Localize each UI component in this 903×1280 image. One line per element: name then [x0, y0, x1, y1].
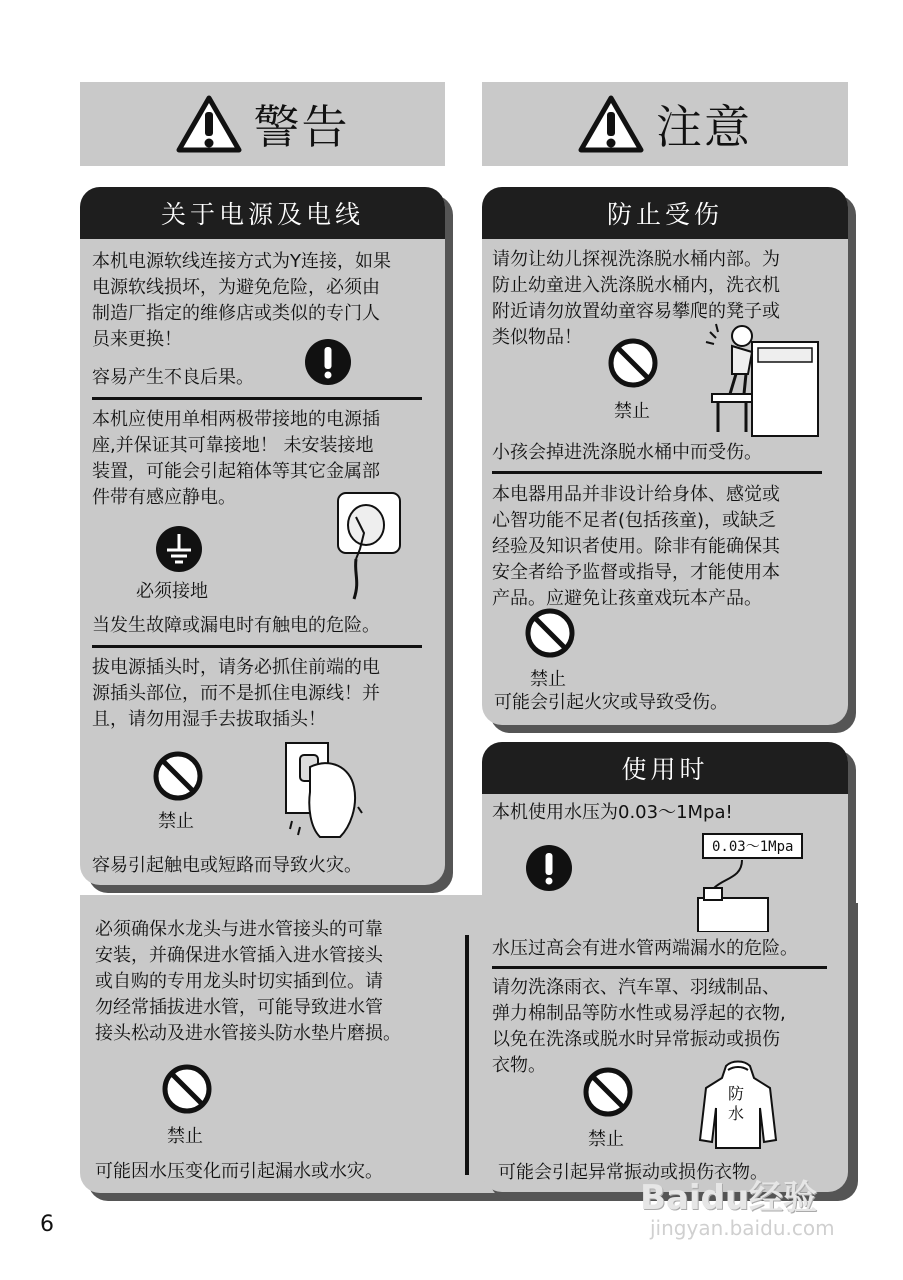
watermark-brand: Baidu经验	[640, 1178, 818, 1218]
prohibited-label: 禁止	[530, 669, 566, 690]
usage-pressure-text: 本机使用水压为0.03～1Mpa!	[492, 802, 733, 823]
exclamation-icon	[525, 844, 573, 892]
power-result-1: 容易产生不良后果。	[92, 367, 254, 388]
usage-paragraph-2: 请勿洗涤雨衣、汽车罩、羽绒制品、 弹力棉制品等防水性或易浮起的衣物, 以免在洗涤或脱水时异常振动或损伤 衣物。	[492, 977, 786, 1076]
faucet-result: 可能因水压变化而引起漏水或水灾。	[95, 1161, 383, 1182]
faucet-pressure-illustration	[694, 858, 804, 932]
wet-hand-plug-illustration	[280, 737, 370, 847]
usage-panel	[482, 742, 848, 1192]
prohibited-icon	[524, 607, 576, 659]
power-result-2: 当发生故障或漏电时有触电的危险。	[92, 615, 380, 636]
pressure-tag: 0.03～1Mpa	[702, 833, 803, 859]
injury-result-2: 可能会引起火灾或导致受伤。	[494, 692, 728, 713]
caution-title: 注意	[656, 100, 752, 154]
watermark-url: jingyan.baidu.com	[650, 1216, 835, 1240]
warning-title: 警告	[253, 100, 350, 154]
exclamation-icon	[304, 338, 352, 386]
power-paragraph-1: 本机电源软线连接方式为Y连接，如果 电源软线损坏，为避免危险，必须由 制造厂指定的维修店或类似的专门人 员来更换！	[92, 251, 391, 350]
prohibited-label: 禁止	[614, 401, 650, 422]
injury-section-title: 防止受伤	[482, 187, 848, 239]
raincoat-illustration	[698, 1060, 778, 1150]
power-paragraph-2: 本机应使用单相两极带接地的电源插 座,并保证其可靠接地！ 未安装接地 装置，可能会引起箱体等其它金属部 件带有感应静电。	[92, 409, 380, 508]
caution-header	[482, 82, 848, 166]
prohibited-icon	[161, 1063, 213, 1115]
child-climbing-illustration	[702, 322, 822, 440]
warning-header	[80, 82, 445, 166]
raincoat-label: 防水	[728, 1084, 745, 1123]
usage-result-2: 可能会引起异常振动或损伤衣物。	[498, 1162, 768, 1183]
grounded-plug-illustration	[330, 489, 410, 604]
faucet-paragraph: 必须确保水龙头与进水管接头的可靠 安装，并确保进水管插入进水管接头 或自购的专用龙头时切实插到位。请 勿经常插拔进水管，可能导致进水管 接头松动及进水管接头防水垫片磨损。	[95, 919, 401, 1044]
power-paragraph-3: 拔电源插头时，请务必抓住前端的电 源插头部位，而不是抓住电源线！并 且，请勿用湿手去拔取插头！	[92, 657, 380, 730]
usage-section-title: 使用时	[482, 742, 848, 794]
warning-triangle-icon	[176, 94, 242, 154]
divider	[92, 397, 422, 400]
power-result-3: 容易引起触电或短路而导致火灾。	[92, 855, 362, 876]
prohibited-icon	[152, 750, 204, 802]
usage-pressure-result: 水压过高会有进水管两端漏水的危险。	[492, 938, 798, 959]
divider	[492, 471, 822, 474]
prohibited-label: 禁止	[588, 1129, 624, 1150]
caution-triangle-icon	[578, 94, 644, 154]
divider	[92, 645, 422, 648]
injury-paragraph-1: 请勿让幼儿探视洗涤脱水桶内部。为 防止幼童进入洗涤脱水桶内，洗衣机 附近请勿放置幼童容易攀爬的凳子或 类似物品！	[492, 249, 780, 348]
divider	[492, 966, 827, 969]
injury-panel	[482, 187, 848, 725]
power-panel	[80, 187, 445, 885]
injury-paragraph-2: 本电器用品并非设计给身体、感觉或 心智功能不足者(包括孩童)，或缺乏 经验及知识者使用。除非有能确保其 安全者给予监督或指导，才能使用本 产品。应避免让孩童戏玩本产品。	[492, 484, 780, 609]
prohibited-icon	[607, 337, 659, 389]
power-section-title: 关于电源及电线	[80, 187, 445, 239]
page-number: 6	[40, 1212, 54, 1237]
prohibited-icon	[582, 1066, 634, 1118]
vertical-divider	[465, 935, 469, 1175]
prohibited-label: 禁止	[158, 811, 194, 832]
prohibited-label: 禁止	[167, 1126, 203, 1147]
injury-result-1: 小孩会掉进洗涤脱水桶中而受伤。	[492, 442, 762, 463]
ground-icon	[155, 525, 203, 573]
ground-label: 必须接地	[136, 581, 208, 602]
